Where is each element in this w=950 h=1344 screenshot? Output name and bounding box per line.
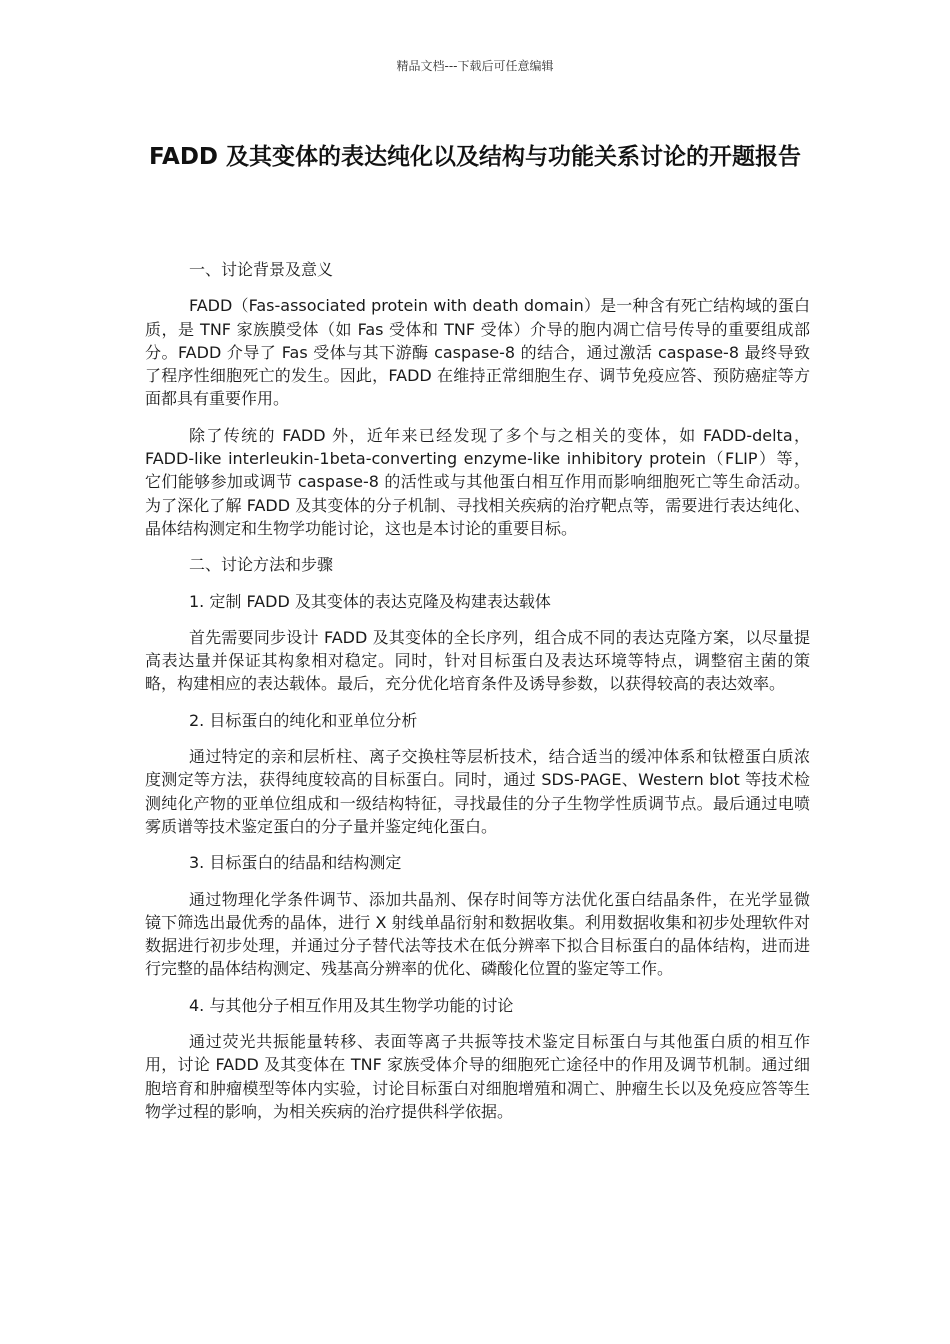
section-heading: 二、讨论方法和步骤 [189, 555, 334, 575]
document-title: FADD 及其变体的表达纯化以及结构与功能关系讨论的开题报告 [148, 144, 802, 170]
subsection-heading: 2. 目标蛋白的纯化和亚单位分析 [189, 710, 418, 730]
header-note: 精品文档---下载后可任意编辑 [396, 59, 554, 73]
body-paragraph: 通过物理化学条件调节、添加共晶剂、保存时间等方法优化蛋白结晶条件，在光学显微镜下筛选出最优秀的晶体，进行 X 射线单晶衍射和数据收集。利用数据收集和初步处理软件对数据进行初步处理，并通过分子替代法等技术在低分辨率下拟合目标蛋白的晶体结构，进而进行完整的晶体结构测定、残基高分辨率的优化、磷酸化位置的鉴定等工作。 [145, 889, 810, 979]
body-paragraph: 通过特定的亲和层析柱、离子交换柱等层析技术，结合适当的缓冲体系和钛橙蛋白质浓度测定等方法，获得纯度较高的目标蛋白。同时，通过 SDS-PAGE、Western blot 等技术检测纯化产物的亚单位组成和一级结构特征，寻找最佳的分子生物学性质调节点。最后通过电喷雾质谱等技术鉴定蛋白的分子量并鉴定纯化蛋白。 [145, 747, 810, 836]
subsection-heading: 1. 定制 FADD 及其变体的表达克隆及构建表达载体 [189, 591, 551, 611]
document-body [145, 258, 810, 1136]
subsection-heading: 3. 目标蛋白的结晶和结构测定 [189, 853, 402, 873]
subsection-heading: 4. 与其他分子相互作用及其生物学功能的讨论 [189, 995, 514, 1015]
body-paragraph: 通过荧光共振能量转移、表面等离子共振等技术鉴定目标蛋白与其他蛋白质的相互作用，讨论 FADD 及其变体在 TNF 家族受体介导的细胞死亡途径中的作用及调节机制。通过细胞培育和肿瘤模型等体内实验，讨论目标蛋白对细胞增殖和凋亡、肿瘤生长以及免疫应答等生物学过程的影响，为相关疾病的治疗提供科学依据。 [145, 1032, 810, 1121]
body-paragraph: 首先需要同步设计 FADD 及其变体的全长序列，组合成不同的表达克隆方案，以尽量提高表达量并保证其构象相对稳定。同时，针对目标蛋白及表达环境等特点，调整宿主菌的策略，构建相应的表达载体。最后，充分优化培育条件及诱导参数，以获得较高的表达效率。 [145, 627, 810, 694]
section-heading: 一、讨论背景及意义 [189, 260, 334, 279]
body-paragraph: 除了传统的 FADD 外，近年来已经发现了多个与之相关的变体，如 FADD-delta，FADD-like interleukin-1beta-converting enzyme-like inhibitory protein（FLIP）等，它们能够参加或调节 caspase-8 的活性或与其他蛋白相互作用而影响细胞死亡等生命活动。为了深化了解 FADD 及其变体的分子机制、寻找相关疾病的治疗靶点等，需要进行表达纯化、晶体结构测定和生物学功能讨论，这也是本讨论的重要目标。 [145, 425, 810, 538]
body-paragraph: FADD（Fas-associated protein with death domain）是一种含有死亡结构域的蛋白质，是 TNF 家族膜受体（如 Fas 受体和 TNF 受体）介导的胞内凋亡信号传导的重要组成部分。FADD 介导了 Fas 受体与其下游酶 caspase-8 的结合，通过激活 caspase-8 最终导致了程序性细胞死亡的发生。因此，FADD 在维持正常细胞生存、调节免疫应答、预防癌症等方面都具有重要作用。 [145, 296, 810, 409]
